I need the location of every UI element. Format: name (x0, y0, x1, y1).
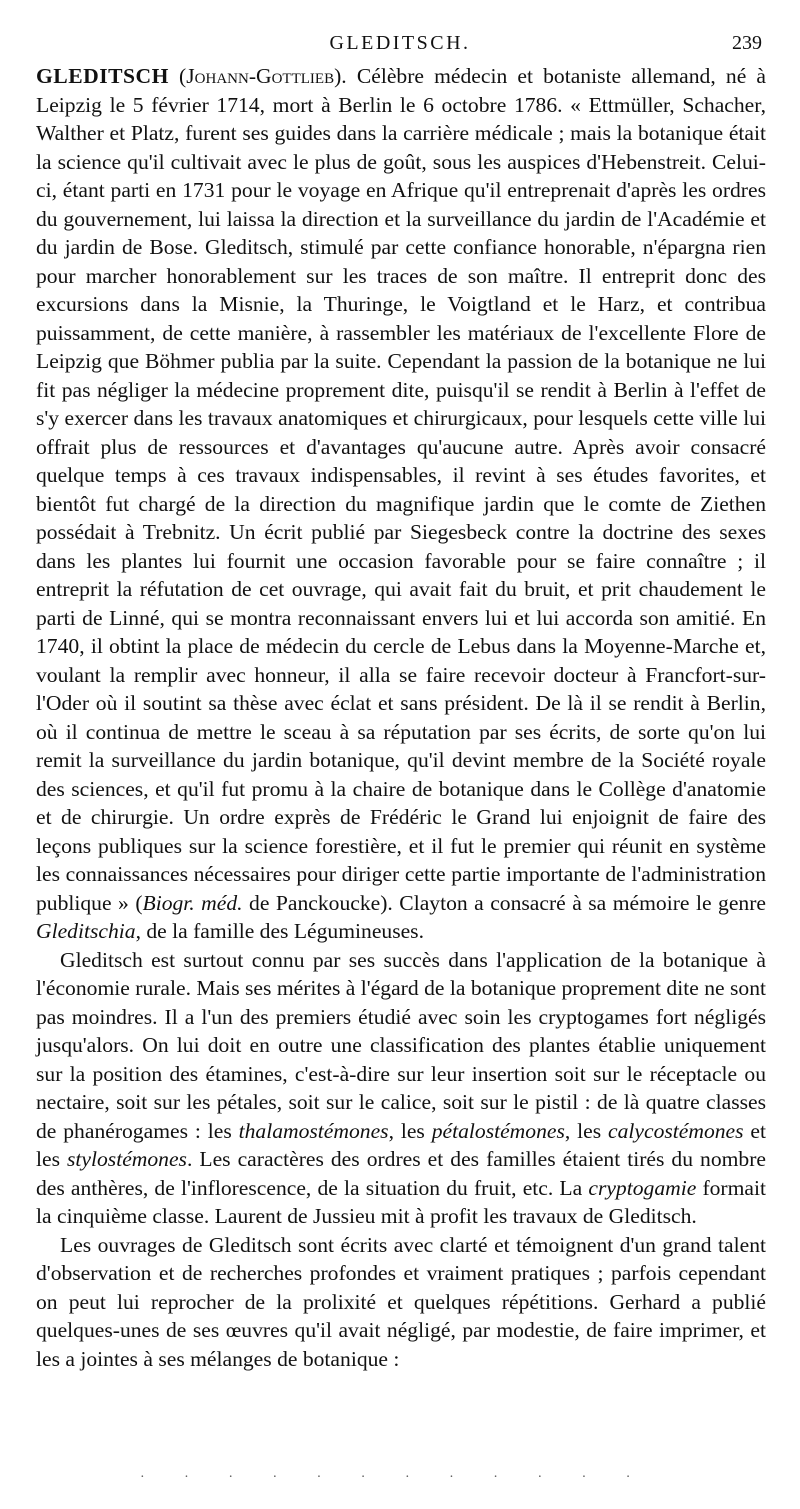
paragraph-2-text-b: , les (388, 1118, 432, 1143)
paragraph-2-text-c: , les (564, 1118, 609, 1143)
entry-paragraph-1 (36, 62, 766, 946)
paragraph-2-text-a: Gleditsch est surtout connu par ses succès dans l'application de la botanique à l'économie rurale. Mais ses mérites à l'égard de la botanique proprement dite ne sont pas moindres. Il a l'un des premiers étudié avec soin les cryptogames fort négligés jusqu'alors. On lui doit en outre une classification des plantes établie uniquement sur la position des étamines, c'est-à-dire sur leur insertion soit sur le réceptacle ou nectaire, soit sur les pétales, soit sur le calice, soit sur le pistil : de là quatre classes de phanérogames : les (36, 947, 766, 1143)
running-head (0, 32, 800, 56)
given-names: Johann-Gottlieb (186, 64, 335, 88)
paragraph-1-text-c: , de la famille des Légumineuses. (135, 919, 424, 943)
term-cryptogamie: cryptogamie (588, 1175, 697, 1200)
term-petalostemones: pétalostémones (431, 1118, 565, 1143)
citation-title: Biogr. méd. (142, 890, 243, 915)
paragraph-2-text-d: et les (36, 1118, 766, 1171)
paragraph-1-text-a: Célèbre médecin et botaniste allemand, né à Leipzig le 5 février 1714, mort à Berlin le 6 octobre 1786. « Ettmüller, Schacher, Walther et Platz, furent ses guides dans la carrière médicale ; mais la botanique était la science qu'il cultivait avec le plus de goût, sous les auspices d'Hebenstreit. Celui-ci, étant parti en 1731 pour le voyage en Afrique qu'il entreprenait d'après les ordres du gouvernement, lui laissa la direction et la surveillance du jardin de l'Académie et du jardin de Bose. Gleditsch, stimulé par cette confiance honorable, n'épargna rien pour marcher honorablement sur les traces de son maître. Il entreprit donc des excursions dans la Misnie, la Thuringe, le Voigtland et le Harz, et contribua puissamment, de cette manière, à rassembler les matériaux de l'excellente Flore de Leipzig que Böhmer publia par la suite. Cependant la passion de la botanique ne lui fit pas négliger la médecine proprement dite, puisqu'il se rendit à Berlin à l'effet de s'y exercer dans les travaux anatomiques et chirurgicaux, pour lesquels cette ville lui offrait plus de ressources et d'avantages qu'aucune autre. Après avoir consacré quelque temps à ces travaux indispensables, il revint à ses études favorites, et bientôt fut chargé de la direction du magnifique jardin que le comte de Ziethen possédait à Trebnitz. Un écrit publié par Siegesbeck contre la doctrine des sexes dans les plantes lui fournit une occasion favorable pour se faire connaître ; il entreprit la réfutation de cet ouvrage, qui avait fait du bruit, et prit chaudement le parti de Linné, qui se montra reconnaissant envers lui et lui accorda son amitié. En 1740, il obtint la place de médecin du cercle de Lebus dans la Moyenne-Marche et, voulant la remplir avec honneur, il alla se faire recevoir docteur à Francfort-sur-l'Oder où il soutint sa thèse avec éclat et sans président. De là il se rendit à Berlin, où il continua de mettre le sceau à sa réputation par ses écrits, de sorte qu'on lui remit la surveillance du jardin botanique, qu'il devint membre de la Société royale des sciences, et qu'il fut promu à la chaire de botanique dans le Collège d'anatomie et de chirurgie. Un ordre exprès de Frédéric le Grand lui enjoignit de faire des leçons publiques sur la science forestière, et il fut le premier qui réunit en système les connaissances nécessaires pour diriger cette partie importante de l'administration publique » ( (36, 64, 766, 915)
scan-specks: · · · · · · · · · · · · (140, 1470, 649, 1485)
running-title: GLEDITSCH. (329, 32, 471, 54)
entry-paragraph-2 (36, 946, 766, 1231)
name-open: ( (168, 64, 187, 88)
page-number: 239 (732, 32, 762, 54)
term-thalamostemones: thalamostémones (238, 1118, 389, 1143)
paragraph-2-text-e: . Les caractères des ordres et des familles étaient tirés du nombre des anthères, de l'inflorescence, de la situation du fruit, etc. La (36, 1147, 766, 1200)
genus-name: Gleditschia (36, 919, 136, 943)
entry-paragraph-3: Les ouvrages de Gleditsch sont écrits avec clarté et témoignent d'un grand talent d'observation et de recherches profondes et vraiment pratiques ; parfois cependant on peut lui reprocher de la prolixité et quelques répétitions. Gerhard a publié quelques-unes de ses œuvres qu'il avait négligé, par modestie, de faire imprimer, et les a jointes à ses mélanges de botanique : (36, 1232, 766, 1371)
term-stylostemones: stylostémones (67, 1147, 187, 1171)
paragraph-2-text-f: formait la cinquième classe. Laurent de Jussieu mit à profit les travaux de Gleditsch. (36, 1175, 767, 1228)
paragraph-1-text-b: de Panckoucke). Clayton a consacré à sa mémoire le genre (242, 890, 766, 915)
entry-body (36, 62, 766, 1373)
term-calycostemones: calycostémones (608, 1118, 744, 1143)
name-close: ). (334, 64, 357, 88)
entry-headword: GLEDITSCH (36, 64, 169, 88)
